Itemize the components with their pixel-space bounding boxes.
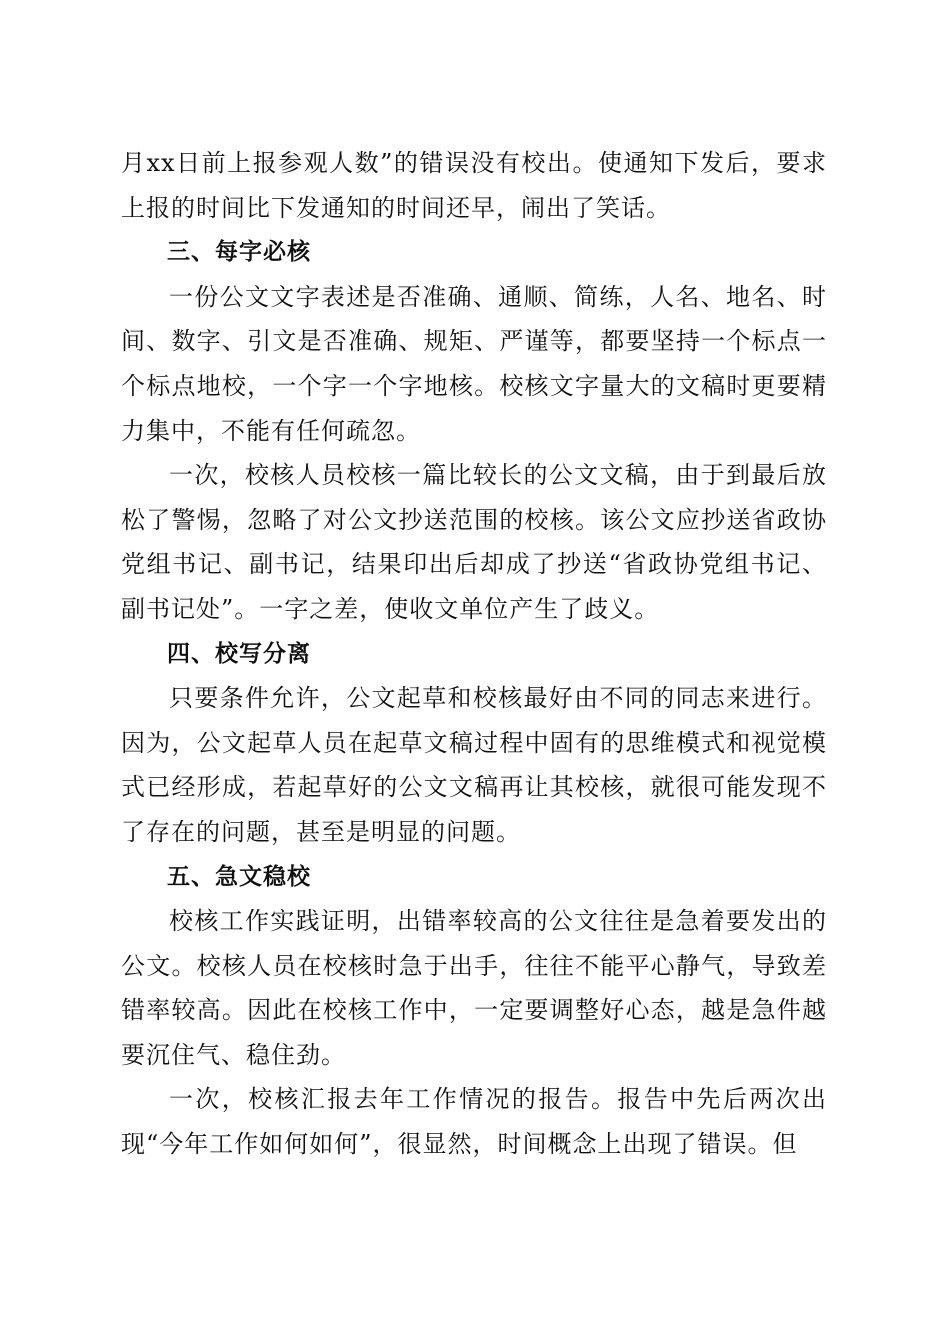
section-heading-4: 四、校写分离 xyxy=(167,640,311,667)
section-heading-5: 五、急文稳校 xyxy=(167,863,311,890)
paragraph: 一次，校核人员校核一篇比较长的公文文稿，由于到最后放松了警惕，忽略了对公文抄送范围的校核。该公文应抄送省政协党组书记、副书记，结果印出后却成了抄送“省政协党组书记、副书记处”。一字之差，使收文单位产生了歧义。 xyxy=(121,461,827,623)
paragraph-continued: 月xx日前上报参观人数”的错误没有校出。使通知下发后，要求上报的时间比下发通知的时间还早，闹出了笑话。 xyxy=(121,149,827,222)
paragraph: 一次，校核汇报去年工作情况的报告。报告中先后两次出现“今年工作如何如何”，很显然，时间概念上出现了错误。但 xyxy=(121,1085,827,1159)
paragraph: 一份公文文字表述是否准确、通顺、简练，人名、地名、时间、数字、引文是否准确、规矩、严谨等，都要坚持一个标点一个标点地校，一个字一个字地核。校核文字量大的文稿时更要精力集中，不能有任何疏忽。 xyxy=(121,282,827,445)
paragraph: 校核工作实践证明，出错率较高的公文往往是急着要发出的公文。校核人员在校核时急于出手，往往不能平心静气，导致差错率较高。因此在校核工作中，一定要调整好心态，越是急件越要沉住气、稳住劲。 xyxy=(121,907,827,1069)
section-heading-3: 三、每字必核 xyxy=(167,239,311,266)
document-body xyxy=(121,141,827,1167)
paragraph: 只要条件允许，公文起草和校核最好由不同的同志来进行。因为，公文起草人员在起草文稿过程中固有的思维模式和视觉模式已经形成，若起草好的公文文稿再让其校核，就很可能发现不了存在的问题，甚至是明显的问题。 xyxy=(121,684,827,846)
